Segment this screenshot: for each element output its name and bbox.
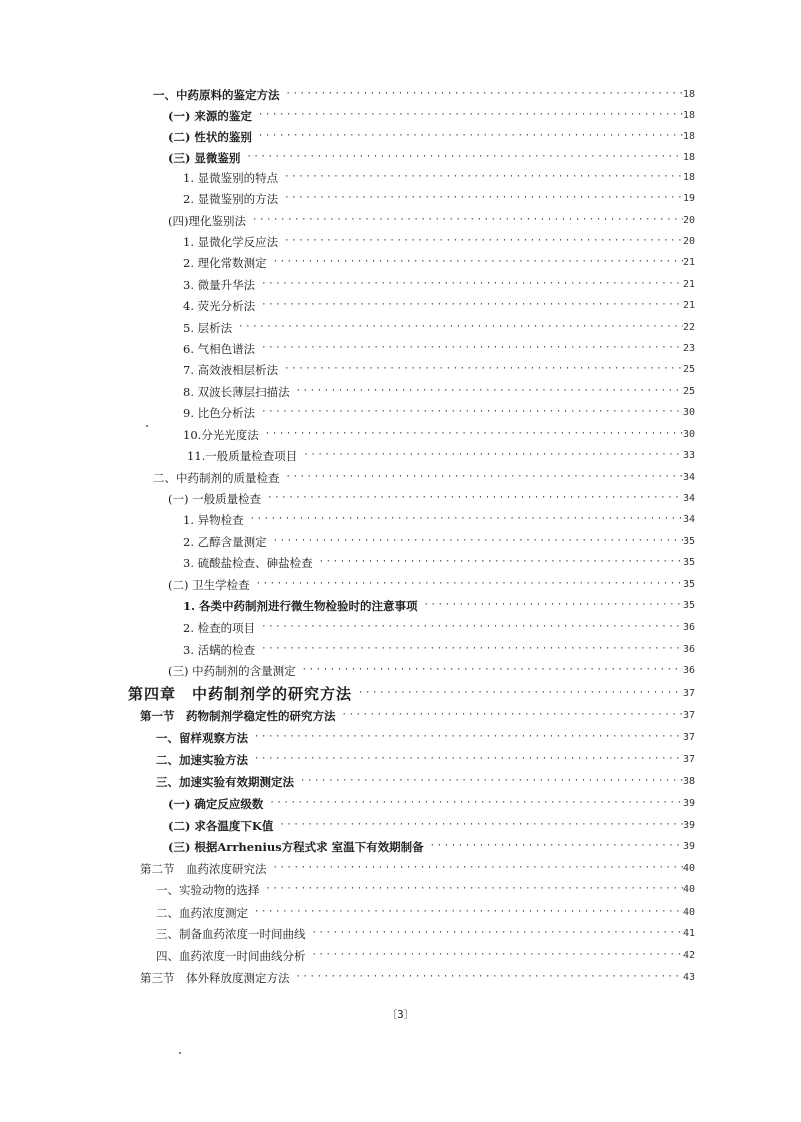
toc-entry-title: 2. 检查的项目 (183, 621, 256, 635)
toc-entry-page-number: 40 (682, 863, 695, 874)
toc-entry-page-number: 18 (682, 152, 695, 163)
toc-entry (0, 339, 695, 359)
toc-entry-title: 一、实验动物的选择 (156, 883, 260, 897)
toc-entry-title: 2. 显微鉴别的方法 (183, 192, 279, 206)
toc-entry-page-number: 25 (682, 386, 695, 397)
toc-entry-title: (三) 显微鉴别 (168, 151, 241, 165)
toc-entry-page-number: 18 (682, 89, 695, 100)
dot-leader (258, 106, 683, 126)
toc-entry (0, 425, 695, 445)
dot-leader (265, 425, 683, 445)
toc-entry-page-number: 33 (682, 450, 695, 461)
dot-leader (258, 127, 683, 147)
toc-entry-page-number: 40 (682, 907, 695, 918)
toc-entry (0, 253, 695, 273)
dot-leader (261, 296, 683, 316)
toc-entry-page-number: 21 (682, 300, 695, 311)
toc-entry-page-number: 36 (682, 622, 695, 633)
dot-leader (296, 968, 683, 988)
toc-entry-title: 1. 异物检查 (183, 513, 244, 527)
toc-entry (0, 903, 695, 923)
toc-entry-page-number: 37 (682, 688, 695, 699)
toc-entry-page-number: 41 (682, 928, 695, 939)
toc-entry-title: (一) 确定反应级数 (168, 797, 264, 811)
dot-leader (267, 489, 683, 509)
toc-entry-title: (四)理化鉴别法 (168, 214, 246, 228)
toc-entry-page-number: 36 (682, 665, 695, 676)
toc-entry-title: (一) 来源的鉴定 (168, 109, 252, 123)
toc-entry-title: 8. 双波长薄层扫描法 (183, 385, 290, 399)
dot-leader (246, 148, 683, 168)
toc-entry (0, 837, 695, 857)
toc-entry (0, 532, 695, 552)
dot-leader (238, 318, 683, 338)
dot-leader (266, 880, 683, 900)
toc-entry-title: 10.分光光度法 (183, 428, 259, 442)
dot-leader (254, 728, 683, 748)
toc-entry (0, 85, 695, 105)
dot-leader (279, 816, 683, 836)
toc-entry (0, 880, 695, 900)
dot-leader (284, 189, 683, 209)
dot-leader (312, 924, 683, 944)
scan-speck (179, 1052, 181, 1054)
toc-entry (0, 924, 695, 944)
toc-entry-title: 2. 理化常数测定 (183, 256, 267, 270)
toc-entry (0, 168, 695, 188)
toc-entry-title: 1. 显微化学反应法 (183, 235, 279, 249)
toc-entry (0, 794, 695, 814)
dot-leader (256, 575, 683, 595)
toc-entry-title: 1. 显微鉴别的特点 (183, 171, 279, 185)
toc-entry-title: 3. 硫酸盐检查、砷盐检查 (183, 556, 313, 570)
toc-entry-page-number: 20 (682, 236, 695, 247)
toc-entry-page-number: 40 (682, 884, 695, 895)
toc-entry-title: 6. 气相色谱法 (183, 342, 256, 356)
toc-entry (0, 706, 695, 726)
toc-entry (0, 575, 695, 595)
toc-entry (0, 772, 695, 792)
dot-leader (273, 859, 683, 879)
toc-entry-title: 一、中药原料的鉴定方法 (153, 88, 280, 102)
dot-leader (252, 211, 683, 231)
toc-entry (0, 510, 695, 530)
toc-entry-page-number: 21 (682, 257, 695, 268)
toc-entry-title: 二、加速实验方法 (156, 753, 248, 767)
toc-entry-page-number: 36 (682, 644, 695, 655)
toc-entry-title: 一、留样观察方法 (156, 731, 248, 745)
toc-entry (0, 296, 695, 316)
toc-entry (0, 446, 695, 466)
toc-entry-page-number: 38 (682, 776, 695, 787)
toc-entry-title: 9. 比色分析法 (183, 406, 256, 420)
dot-leader (261, 618, 683, 638)
toc-entry-page-number: 19 (682, 193, 695, 204)
dot-leader (303, 446, 683, 466)
toc-entry-title: (三) 根据Arrhenius方程式求 室温下有效期制备 (168, 840, 424, 854)
toc-entry-title: 第三节 体外释放度测定方法 (140, 971, 290, 985)
toc-entry-title: 3. 活螨的检查 (183, 643, 256, 657)
toc-entry (0, 750, 695, 770)
toc-entry (0, 360, 695, 380)
toc-entry (0, 968, 695, 988)
toc-entry-page-number: 37 (682, 754, 695, 765)
dot-leader (273, 253, 683, 273)
toc-entry-page-number: 35 (682, 536, 695, 547)
dot-leader (286, 85, 683, 105)
toc-entry (0, 859, 695, 879)
toc-entry-title: (三) 中药制剂的含量测定 (168, 664, 296, 678)
toc-entry-page-number: 18 (682, 172, 695, 183)
toc-entry-title: (二) 求各温度下K值 (168, 819, 274, 833)
toc-entry (0, 728, 695, 748)
dot-leader (261, 403, 683, 423)
dot-leader (424, 596, 683, 616)
toc-entry-title: 5. 层析法 (183, 321, 233, 335)
toc-entry (0, 684, 695, 704)
toc-entry-page-number: 35 (682, 557, 695, 568)
toc-entry-title: 11.一般质量检查项目 (187, 449, 298, 463)
toc-entry-title: 第四章 中药制剂学的研究方法 (128, 685, 353, 703)
toc-entry (0, 946, 695, 966)
toc-entry-title: 第二节 血药浓度研究法 (140, 862, 267, 876)
toc-entry-page-number: 25 (682, 364, 695, 375)
dot-leader (296, 382, 683, 402)
toc-entry (0, 640, 695, 660)
dot-leader (254, 750, 683, 770)
scan-speck (146, 425, 148, 427)
toc-entry (0, 127, 695, 147)
toc-entry (0, 275, 695, 295)
dot-leader (254, 903, 683, 923)
dot-leader (269, 794, 683, 814)
dot-leader (430, 837, 683, 857)
toc-entry-title: 三、制备血药浓度一时间曲线 (156, 927, 306, 941)
toc-entry-page-number: 30 (682, 429, 695, 440)
toc-entry-title: 第一节 药物制剂学稳定性的研究方法 (140, 709, 336, 723)
toc-entry (0, 489, 695, 509)
toc-entry-page-number: 37 (682, 732, 695, 743)
toc-entry (0, 106, 695, 126)
toc-entry-page-number: 18 (682, 110, 695, 121)
toc-entry-page-number: 34 (682, 514, 695, 525)
toc-entry-page-number: 39 (682, 841, 695, 852)
toc-entry (0, 468, 695, 488)
toc-entry (0, 211, 695, 231)
toc-entry-page-number: 22 (682, 322, 695, 333)
toc-entry (0, 596, 695, 616)
toc-entry (0, 403, 695, 423)
dot-leader (284, 168, 683, 188)
toc-entry-page-number: 42 (682, 950, 695, 961)
toc-entry-page-number: 43 (682, 972, 695, 983)
dot-leader (250, 510, 683, 530)
dot-leader (284, 232, 683, 252)
toc-entry (0, 618, 695, 638)
toc-entry-title: 二、血药浓度测定 (156, 906, 248, 920)
toc-entry-title: 二、中药制剂的质量检查 (153, 471, 280, 485)
dot-leader (261, 275, 683, 295)
toc-entry-page-number: 18 (682, 131, 695, 142)
dot-leader (284, 360, 683, 380)
toc-entry-page-number: 30 (682, 407, 695, 418)
dot-leader (358, 684, 683, 704)
dot-leader (286, 468, 683, 488)
dot-leader (300, 772, 683, 792)
toc-entry (0, 382, 695, 402)
toc-entry-page-number: 23 (682, 343, 695, 354)
toc-entry (0, 189, 695, 209)
toc-entry-page-number: 39 (682, 798, 695, 809)
toc-entry-title: 1. 各类中药制剂进行微生物检验时的注意事项 (183, 599, 418, 613)
dot-leader (302, 661, 683, 681)
toc-entry-title: 3. 微量升华法 (183, 278, 256, 292)
dot-leader (319, 553, 683, 573)
toc-entry (0, 318, 695, 338)
toc-entry (0, 148, 695, 168)
toc-entry (0, 553, 695, 573)
toc-entry-title: (一) 一般质量检查 (168, 492, 262, 506)
dot-leader (312, 946, 683, 966)
page-number-footer: 〔3〕 (386, 1008, 415, 1021)
dot-leader (273, 532, 683, 552)
dot-leader (261, 339, 683, 359)
toc-entry-title: 四、血药浓度一时间曲线分析 (156, 949, 306, 963)
toc-entry-page-number: 35 (682, 579, 695, 590)
toc-entry-page-number: 34 (682, 493, 695, 504)
dot-leader (261, 640, 683, 660)
toc-entry-title: (二) 性状的鉴别 (168, 130, 252, 144)
toc-entry (0, 816, 695, 836)
toc-entry-page-number: 39 (682, 820, 695, 831)
toc-entry (0, 661, 695, 681)
toc-entry-title: (二) 卫生学检查 (168, 578, 250, 592)
toc-entry (0, 232, 695, 252)
toc-entry-page-number: 20 (682, 215, 695, 226)
toc-entry-page-number: 37 (682, 710, 695, 721)
toc-entry-title: 7. 高效液相层析法 (183, 363, 279, 377)
toc-entry-title: 三、加速实验有效期测定法 (156, 775, 294, 789)
toc-entry-page-number: 35 (682, 600, 695, 611)
toc-entry-title: 2. 乙醇含量测定 (183, 535, 267, 549)
toc-entry-title: 4. 荧光分析法 (183, 299, 256, 313)
toc-entry-page-number: 34 (682, 472, 695, 483)
dot-leader (342, 706, 683, 726)
toc-entry-page-number: 21 (682, 279, 695, 290)
